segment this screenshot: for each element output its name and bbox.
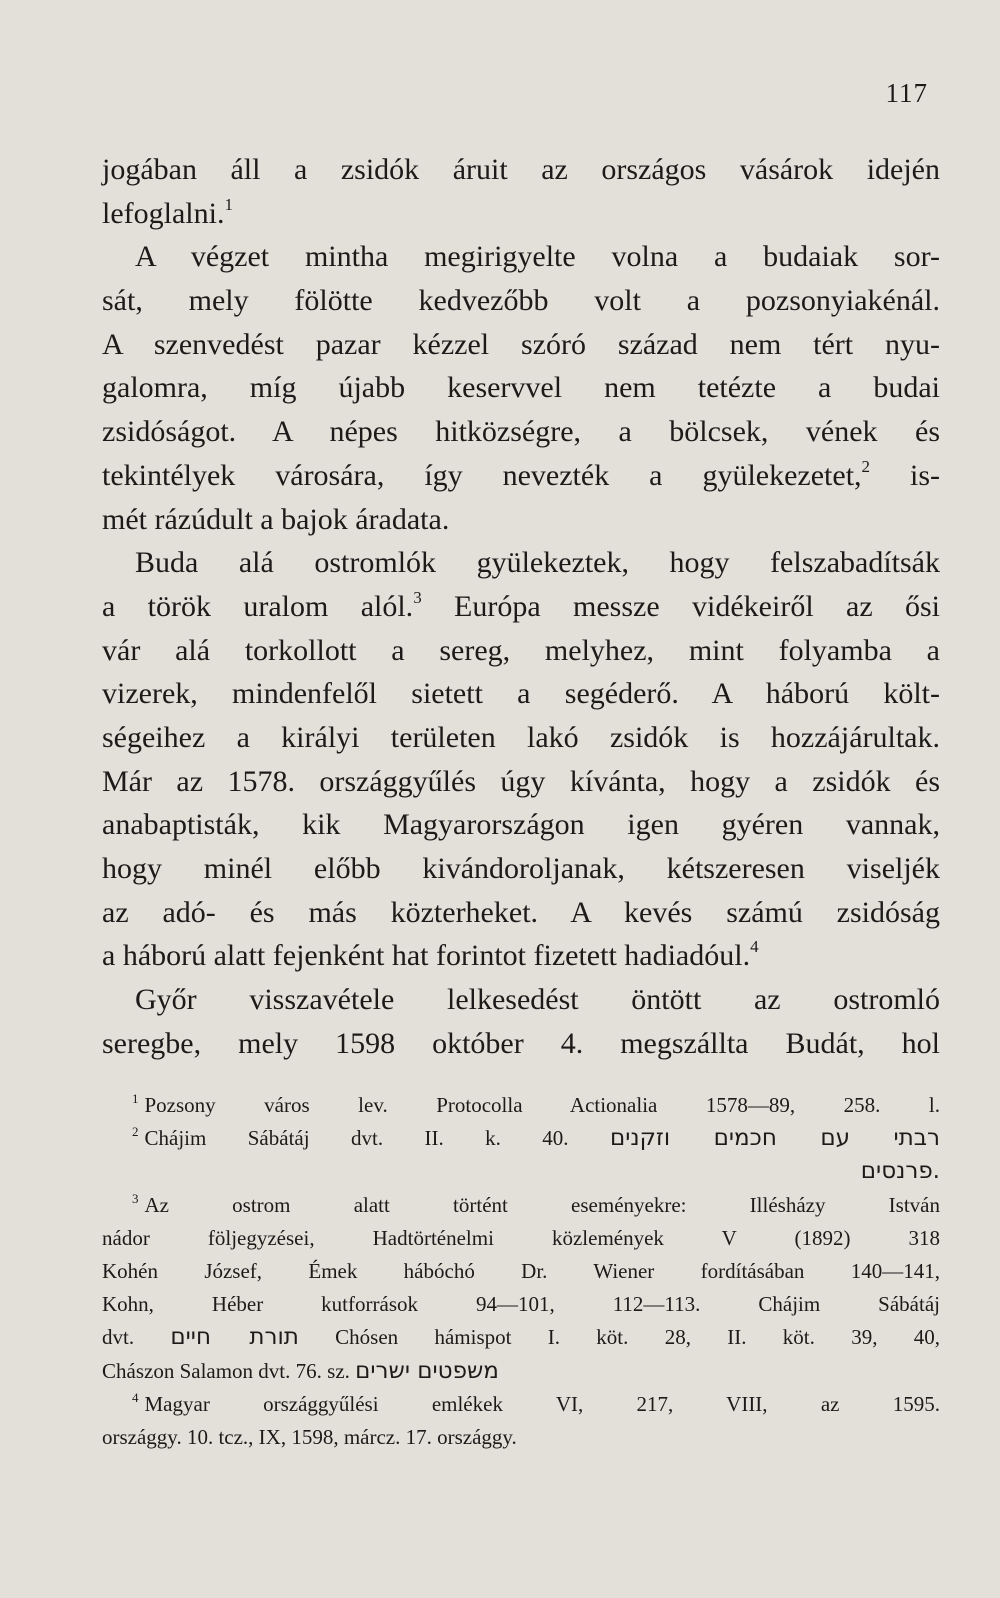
body-text: [102, 148, 940, 1065]
body-line: [102, 891, 940, 935]
text-run: vár alá torkollott a sereg, melyhez, mint folyamba a: [102, 633, 940, 667]
text-run: zsidóságot. A népes hitközségre, a bölcsek, vének és: [102, 415, 940, 449]
text-run: hogy minél előbb kivándoroljanak, kétszeresen viseljék: [102, 852, 940, 885]
text-run: lefoglalni.: [102, 196, 225, 230]
body-line: [102, 847, 940, 891]
body-line: [102, 279, 940, 323]
text-run: a háború alatt fejenként hat forintot fizetett hadiadóul.: [102, 939, 751, 973]
footnote-number: 1: [132, 1091, 139, 1106]
text-run: nádor följegyzései, Hadtörténelmi közlemények V (1892) 318: [102, 1225, 940, 1250]
text-run: anabaptisták, kik Magyarországon igen gyéren vannak,: [102, 808, 940, 842]
body-line: [102, 716, 940, 760]
footnote-line: [102, 1122, 940, 1155]
footnote-reference: 2: [861, 456, 871, 476]
body-line: [102, 323, 940, 367]
footnote-line: [102, 1355, 940, 1388]
text-run: A szenvedést pazar kézzel szóró század nem tért nyu-: [102, 327, 940, 361]
text-run: Már az 1578. országgyűlés úgy kívánta, hogy a zsidók és: [102, 764, 940, 798]
body-line: [102, 978, 940, 1022]
text-run: Magyar országgyűlési emlékek VI, 217, VIII, az 1595.: [144, 1391, 940, 1416]
text-run: az adó- és más közterheket. A kevés számú zsidóság: [102, 895, 940, 929]
text-run: jogában áll a zsidók áruit az országos vásárok idején: [102, 153, 940, 186]
body-line: [102, 934, 940, 978]
text-run: ségeihez a királyi területen lakó zsidók is hozzájárultak.: [102, 720, 940, 754]
text-run: Kohén József, Émek hábóchó Dr. Wiener fordításában 140—141,: [102, 1258, 940, 1283]
hebrew-text: תורת חיים: [170, 1324, 299, 1351]
body-line: [102, 803, 940, 847]
footnote-line: [102, 1155, 940, 1188]
text-run: a török uralom alól.: [102, 589, 414, 623]
text-run: Chászon Salamon dvt. 76. sz.: [102, 1358, 356, 1383]
body-line: [102, 498, 940, 542]
text-run: A végzet mintha megirigyelte volna a budaiak sor-: [135, 240, 940, 274]
footnote-line: [102, 1255, 940, 1288]
text-run: Európa messze vidékeiről az ősi: [421, 589, 941, 623]
hebrew-text: רבתי עם חכמים וזקנים: [609, 1125, 940, 1152]
footnote-reference: 4: [750, 937, 759, 957]
text-run: mét rázúdult a bajok áradata.: [102, 502, 450, 536]
text-run: Buda alá ostromlók gyülekeztek, hogy felszabadítsák: [135, 546, 940, 580]
hebrew-text: משפטים ישרים: [355, 1357, 499, 1384]
text-run: országgy. 10. tcz., IX, 1598, márcz. 17. országgy.: [102, 1424, 517, 1449]
body-line: [102, 672, 940, 716]
text-run: galomra, míg újabb keservvel nem tetézte a budai: [102, 371, 940, 405]
body-line: [102, 235, 940, 279]
body-line: [102, 1022, 940, 1066]
text-run: Chájim Sábátáj dvt. II. k. 40.: [144, 1126, 610, 1151]
body-line: [102, 192, 940, 236]
text-run: sát, mely fölötte kedvezőbb volt a pozsonyiakénál.: [102, 284, 940, 318]
footnote-number: 4: [132, 1389, 139, 1405]
footnote-line: [102, 1189, 940, 1222]
text-run: Az ostrom alatt történt eseményekre: Illésházy István: [144, 1192, 940, 1217]
footnote-line: [102, 1321, 940, 1354]
page-number: 117: [885, 78, 928, 108]
footnote-number: 2: [132, 1124, 139, 1140]
text-run: vizerek, mindenfelől sietett a segéderő. A háború költ-: [102, 677, 940, 711]
text-run: dvt.: [102, 1325, 171, 1350]
footnote-line: [102, 1388, 940, 1421]
footnote-number: 3: [132, 1190, 139, 1206]
body-line: [102, 410, 940, 454]
text-run: seregbe, mely 1598 október 4. megszállta Budát, hol: [102, 1026, 940, 1060]
body-line: [102, 454, 940, 498]
body-line: [102, 760, 940, 804]
footnote-line: [102, 1089, 940, 1122]
text-run: Chósen hámispot I. köt. 28, II. köt. 39, 40,: [298, 1325, 941, 1350]
footnote-reference: 3: [413, 587, 422, 607]
hebrew-text: .פרנסים: [860, 1158, 940, 1185]
footnote-reference: 1: [224, 194, 233, 214]
footnote-line: [102, 1421, 940, 1454]
text-run: Kohn, Héber kutforrások 94—101, 112—113. Chájim Sábátáj: [102, 1292, 940, 1317]
footnote-line: [102, 1288, 940, 1321]
body-line: [102, 541, 940, 585]
text-run: Győr visszavétele lelkesedést öntött az ostromló: [135, 983, 940, 1017]
text-run: tekintélyek városára, így nevezték a gyülekezetet,: [102, 458, 862, 492]
body-line: [102, 629, 940, 673]
footnote-line: [102, 1222, 940, 1255]
body-line: [102, 148, 940, 192]
body-line: [102, 366, 940, 410]
footnotes: [102, 1089, 940, 1454]
body-line: [102, 585, 940, 629]
text-run: Pozsony város lev. Protocolla Actionalia 1578—89, 258. l.: [144, 1093, 940, 1117]
text-run: is-: [870, 458, 941, 492]
